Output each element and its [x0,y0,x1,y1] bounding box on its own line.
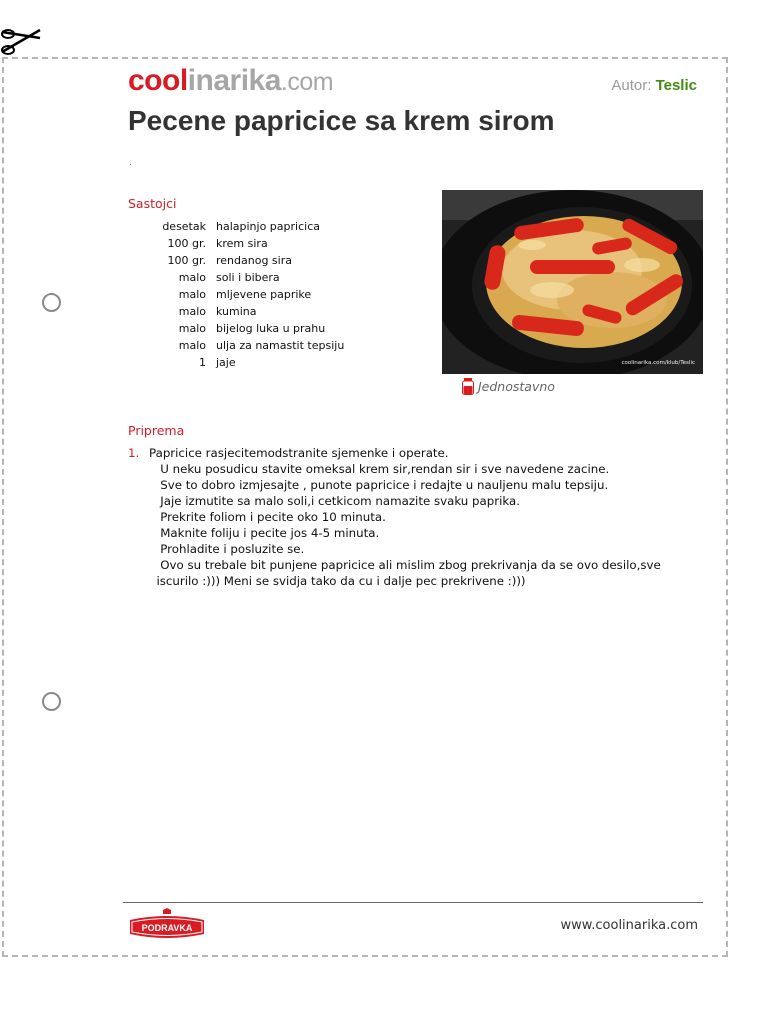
coolinarika-logo[interactable] [128,64,333,98]
logo-part-inarika: inarika [187,64,281,97]
ingredient-quantity: malo [178,271,206,284]
ingredient-name: mljevene paprike [216,288,312,301]
ingredient-row [140,286,344,303]
difficulty-jar-icon [462,378,474,395]
recipe-title: Pecene papricice sa krem sirom [128,105,555,136]
preparation-step [128,445,698,589]
ingredient-row [140,337,344,354]
ingredient-quantity: 100 gr. [167,237,206,250]
ingredient-row [140,218,344,235]
ingredient-quantity: malo [178,339,206,352]
podravka-wordmark: PODRAVKA [141,923,193,933]
step-text: Papricice rasjecitemodstranite sjemenke i operate. U neku posudicu stavite omeksal krem sir,rendan sir i sve navedene zacine. Sve to dobro izmjesajte , punote papricice i redajte u nauljenu malu tepsiju. Jaje izmutite sa malo soli,i cetkicom namazite svaku paprika. Prekrite foliom i pecite oko 10 minuta. Maknite foliju i pecite jos 4-5 minuta. Prohladite i posluzite se. Ovo su trebale bit punjene papricice ali mislim zbog prekrivanja da se ovo desilo,sve iscurilo :))) Meni se svidja tako da cu i dalje pec prekrivene :))) [149,446,661,588]
ingredient-quantity: malo [178,322,206,335]
punch-hole [42,293,61,312]
ingredient-quantity: 1 [199,356,206,369]
author-info [611,77,697,94]
website-url[interactable]: www.coolinarika.com [560,918,698,933]
photo-credit: coolinarika.com/klub/Teslic [621,360,695,366]
description-dot: . [129,158,132,168]
ingredient-row [140,303,344,320]
ingredient-row [140,354,344,371]
logo-part-com: .com [280,68,334,96]
ingredient-row [140,269,344,286]
ingredient-name: krem sira [216,237,268,250]
ingredients-heading: Sastojci [128,196,177,211]
ingredients-list [140,218,344,371]
preparation-heading: Priprema [128,423,185,438]
ingredient-name: ulja za namastit tepsiju [216,339,345,352]
ingredient-name: jaje [216,356,236,369]
ingredient-name: halapinjo papricica [216,220,320,233]
podravka-logo[interactable] [128,908,206,942]
ingredient-name: kumina [216,305,257,318]
logo-part-cool: cool [128,64,188,97]
difficulty-label: Jednostavno [478,379,555,394]
scissors-icon [0,24,44,60]
author-name-link[interactable]: Teslic [655,77,697,94]
preparation-steps [128,445,698,589]
difficulty-indicator [462,378,555,395]
punch-hole [42,692,61,711]
ingredient-row [140,252,344,269]
pan-with-peppers-illustration [442,190,703,374]
ingredient-name: bijelog luka u prahu [216,322,326,335]
author-label: Autor: [611,77,652,94]
ingredient-name: rendanog sira [216,254,292,267]
ingredient-row [140,235,344,252]
ingredient-quantity: malo [178,288,206,301]
ingredient-quantity: desetak [162,220,206,233]
step-number: 1. [128,446,140,460]
footer-divider [123,902,703,903]
ingredient-quantity: 100 gr. [167,254,206,267]
ingredient-quantity: malo [178,305,206,318]
recipe-photo [442,190,703,374]
ingredient-row [140,320,344,337]
ingredient-name: soli i bibera [216,271,280,284]
